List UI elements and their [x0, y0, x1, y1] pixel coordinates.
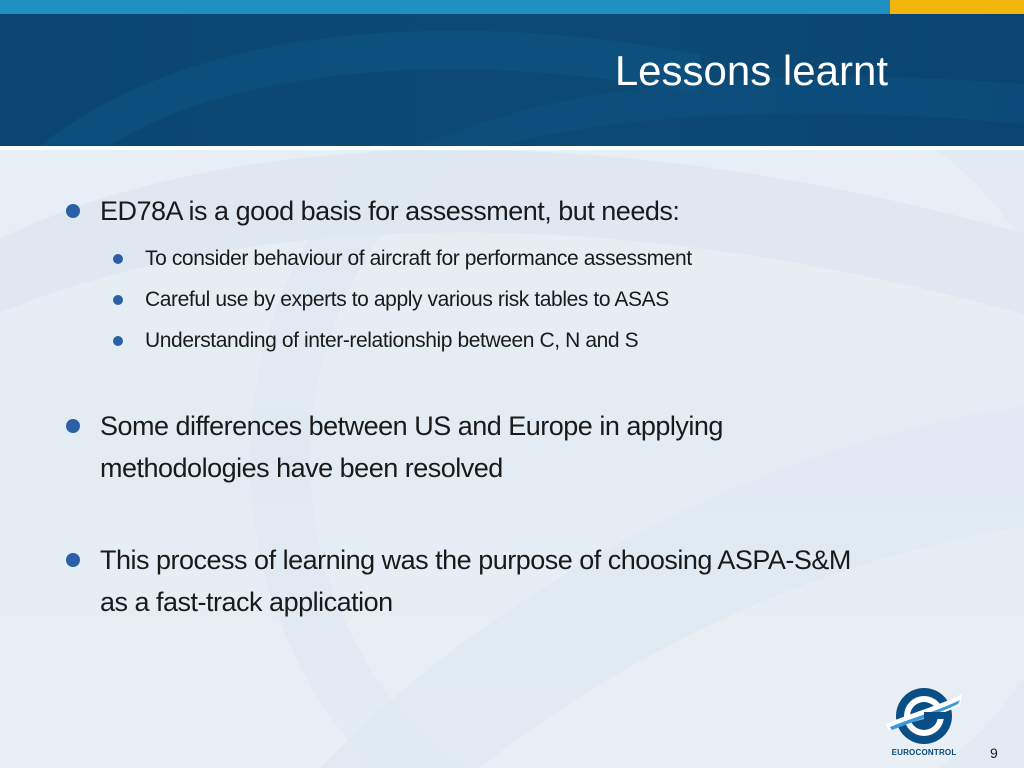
bullet-dot-icon: [66, 553, 80, 567]
bullet-item: [60, 539, 880, 623]
sub-bullet-text: Careful use by experts to apply various risk tables to ASAS: [145, 288, 669, 311]
eurocontrol-emblem-icon: [884, 684, 964, 748]
top-color-strip: [0, 0, 890, 14]
bullet-list: [60, 190, 880, 623]
eurocontrol-logo: [884, 684, 964, 760]
bullet-dot-icon: [66, 204, 80, 218]
sub-bullet-item: [100, 279, 880, 320]
sub-bullet-dot-icon: [113, 336, 123, 346]
bullet-text: Some differences between US and Europe in applying methodologies have been resolved: [100, 411, 723, 483]
sub-bullet-text: Understanding of inter-relationship between C, N and S: [145, 329, 639, 352]
sub-bullet-list: [100, 238, 880, 361]
header-divider: [0, 146, 1024, 150]
sub-bullet-dot-icon: [113, 254, 123, 264]
bullet-item: [60, 405, 880, 489]
sub-bullet-text: To consider behaviour of aircraft for performance assessment: [145, 247, 692, 270]
sub-bullet-dot-icon: [113, 295, 123, 305]
bullet-text: ED78A is a good basis for assessment, but needs:: [100, 196, 680, 226]
bullet-text: This process of learning was the purpose of choosing ASPA-S&M as a fast-track application: [100, 545, 851, 617]
slide-title: Lessons learnt: [614, 47, 888, 94]
logo-wordmark: EUROCONTROL: [891, 748, 957, 757]
sub-bullet-item: [100, 238, 880, 279]
top-accent-strip: [890, 0, 1024, 14]
page-number: 9: [990, 745, 998, 761]
bullet-item: [60, 190, 880, 361]
sub-bullet-item: [100, 320, 880, 361]
bullet-dot-icon: [66, 419, 80, 433]
